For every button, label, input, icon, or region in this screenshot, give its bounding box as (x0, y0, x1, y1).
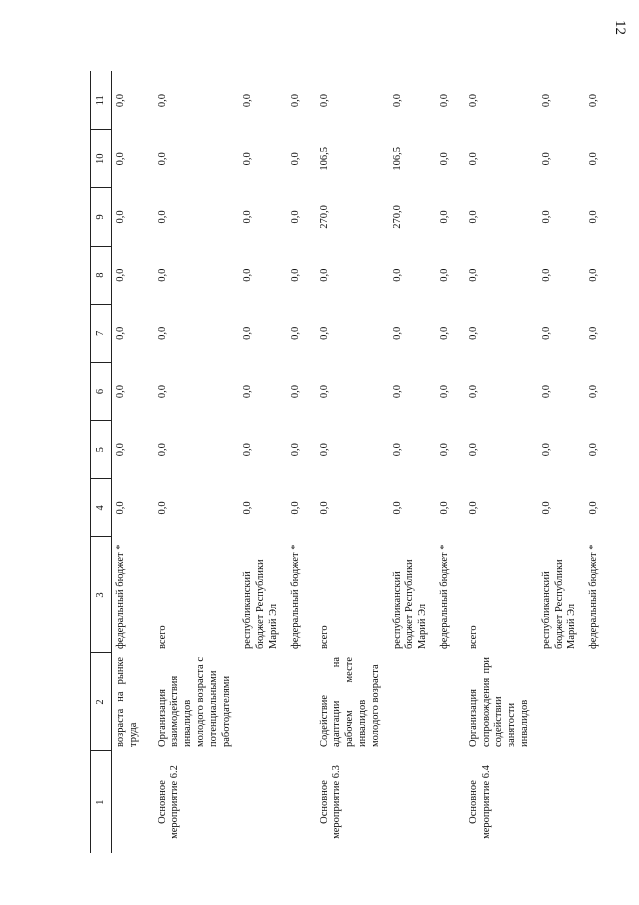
value-cell: 0,0 (588, 210, 600, 224)
value-cell: 0,0 (115, 501, 126, 515)
column-header: 6 (91, 362, 112, 420)
value-cell: 0,0 (156, 152, 168, 166)
value-cell: 0,0 (438, 443, 450, 457)
value-cell: 0,0 (438, 152, 450, 166)
value-cell: 0,0 (242, 501, 254, 515)
value-cell: 0,0 (467, 384, 479, 399)
value-cell: 0,0 (242, 443, 254, 457)
value-cell: 0,0 (467, 210, 479, 224)
value-cell: 0,0 (318, 326, 330, 340)
value-cell: 0,0 (540, 326, 552, 340)
value-cell: 270,0 (318, 205, 330, 229)
activity-name-cell: возраста на рынке труда (115, 657, 139, 747)
value-cell: 0,0 (115, 152, 126, 166)
value-cell: 0,0 (115, 210, 126, 224)
value-cell: 0,0 (588, 152, 600, 166)
value-cell: 0,0 (438, 501, 450, 515)
value-cell: 0,0 (318, 443, 330, 457)
funding-source-cell: республиканский бюджет Республики Марий Эл (540, 559, 578, 649)
table-row (147, 72, 240, 854)
funding-source-cell: всего (156, 625, 168, 649)
value-cell: 0,0 (156, 326, 168, 340)
activity-name-cell (239, 653, 286, 751)
value-cell: 106,5 (391, 146, 403, 171)
value-cell: 0,0 (242, 210, 254, 224)
activity-code-cell: Основное мероприятие 6.4 (467, 765, 492, 839)
value-cell: 0,0 (588, 94, 600, 108)
value-cell: 0,0 (540, 94, 552, 108)
value-cell: 0,0 (467, 152, 479, 166)
value-cell: 0,0 (540, 443, 552, 457)
value-cell: 0,0 (588, 384, 600, 399)
value-cell: 0,0 (540, 384, 552, 399)
table-row (538, 72, 585, 854)
value-cell: 0,0 (115, 268, 126, 282)
value-cell: 0,0 (467, 501, 479, 515)
column-header: 4 (91, 479, 112, 537)
value-cell: 106,5 (318, 146, 330, 171)
table-row (585, 72, 607, 854)
value-cell: 0,0 (540, 152, 552, 166)
value-cell: 0,0 (467, 326, 479, 340)
value-cell: 0,0 (391, 94, 403, 108)
funding-source-cell: республиканский бюджет Республики Марий Эл (391, 559, 429, 649)
table-row (389, 72, 436, 854)
value-cell: 0,0 (438, 384, 450, 399)
value-cell: 0,0 (156, 268, 168, 282)
value-cell: 0,0 (289, 210, 301, 224)
value-cell: 0,0 (242, 326, 254, 340)
value-cell: 0,0 (289, 443, 301, 457)
value-cell: 0,0 (115, 443, 126, 457)
activity-name-cell (389, 653, 436, 751)
value-cell: 0,0 (318, 501, 330, 515)
activity-name-cell (585, 653, 607, 751)
funding-source-cell: всего (467, 625, 479, 649)
value-cell: 0,0 (115, 94, 126, 108)
activity-code-cell (436, 751, 458, 853)
value-cell: 0,0 (438, 94, 450, 108)
activity-name-cell: Организация сопровождения при содействии занятости инвалидов (467, 657, 530, 747)
activity-name-cell: Организация взаимодействия инвалидов молодого возраста с потенциальными работодателями (156, 657, 232, 747)
value-cell: 0,0 (242, 94, 254, 108)
column-header: 11 (91, 72, 112, 130)
table-row (112, 72, 147, 854)
value-cell: 0,0 (391, 384, 403, 399)
column-number-row (91, 72, 112, 854)
value-cell: 0,0 (156, 210, 168, 224)
value-cell: 0,0 (391, 268, 403, 282)
activity-code-cell: Основное мероприятие 6.2 (156, 765, 181, 839)
column-header: 9 (91, 188, 112, 246)
column-header: 1 (91, 751, 112, 853)
value-cell: 0,0 (289, 152, 301, 166)
activity-name-cell: Содействие адаптации на рабочем месте инвалидов молодого возраста (318, 657, 381, 747)
value-cell: 0,0 (242, 152, 254, 166)
table-row (436, 72, 458, 854)
value-cell: 0,0 (242, 268, 254, 282)
budget-table (90, 72, 607, 854)
value-cell: 0,0 (289, 501, 301, 515)
value-cell: 0,0 (588, 326, 600, 340)
funding-source-cell: федеральный бюджет * (115, 544, 126, 649)
value-cell: 0,0 (467, 94, 479, 108)
column-header: 2 (91, 653, 112, 751)
activity-code-cell (538, 751, 585, 853)
table-body (112, 72, 607, 854)
column-header: 8 (91, 246, 112, 304)
activity-name-cell (287, 653, 309, 751)
page-number: 12 (612, 20, 628, 35)
funding-source-cell: федеральный бюджет * (438, 544, 450, 649)
value-cell: 0,0 (156, 443, 168, 457)
value-cell: 0,0 (289, 268, 301, 282)
value-cell: 0,0 (391, 326, 403, 340)
funding-source-cell: всего (318, 625, 330, 649)
value-cell: 0,0 (289, 94, 301, 108)
value-cell: 0,0 (438, 210, 450, 224)
value-cell: 0,0 (438, 268, 450, 282)
activity-code-cell (112, 751, 147, 853)
table-row (309, 72, 389, 854)
table-row (239, 72, 286, 854)
funding-source-cell: республиканский бюджет Республики Марий Эл (242, 559, 279, 649)
activity-name-cell (538, 653, 585, 751)
activity-code-cell (287, 751, 309, 853)
value-cell: 0,0 (156, 384, 168, 399)
value-cell: 0,0 (289, 326, 301, 340)
value-cell: 0,0 (540, 268, 552, 282)
value-cell: 0,0 (391, 443, 403, 457)
activity-name-cell (436, 653, 458, 751)
value-cell: 0,0 (318, 94, 330, 108)
activity-code-cell (585, 751, 607, 853)
table-row (287, 72, 309, 854)
value-cell: 0,0 (318, 384, 330, 399)
value-cell: 0,0 (156, 94, 168, 108)
value-cell: 0,0 (115, 384, 126, 399)
funding-source-cell: федеральный бюджет * (588, 544, 600, 649)
value-cell: 0,0 (467, 443, 479, 457)
column-header: 5 (91, 421, 112, 479)
value-cell: 0,0 (438, 326, 450, 340)
value-cell: 0,0 (156, 501, 168, 515)
column-header: 3 (91, 537, 112, 653)
column-header: 10 (91, 130, 112, 188)
activity-code-cell (239, 751, 286, 853)
activity-code-cell: Основное мероприятие 6.3 (318, 765, 343, 839)
value-cell: 0,0 (588, 443, 600, 457)
value-cell: 0,0 (540, 501, 552, 515)
value-cell: 0,0 (242, 384, 254, 399)
value-cell: 0,0 (467, 268, 479, 282)
funding-source-cell: федеральный бюджет * (289, 544, 301, 649)
table-row (458, 72, 538, 854)
value-cell: 0,0 (540, 210, 552, 224)
value-cell: 0,0 (318, 268, 330, 282)
value-cell: 0,0 (391, 501, 403, 515)
activity-code-cell (389, 751, 436, 853)
value-cell: 0,0 (588, 501, 600, 515)
value-cell: 0,0 (115, 326, 126, 340)
value-cell: 0,0 (588, 268, 600, 282)
value-cell: 270,0 (391, 205, 403, 229)
value-cell: 0,0 (289, 384, 301, 399)
column-header: 7 (91, 304, 112, 362)
